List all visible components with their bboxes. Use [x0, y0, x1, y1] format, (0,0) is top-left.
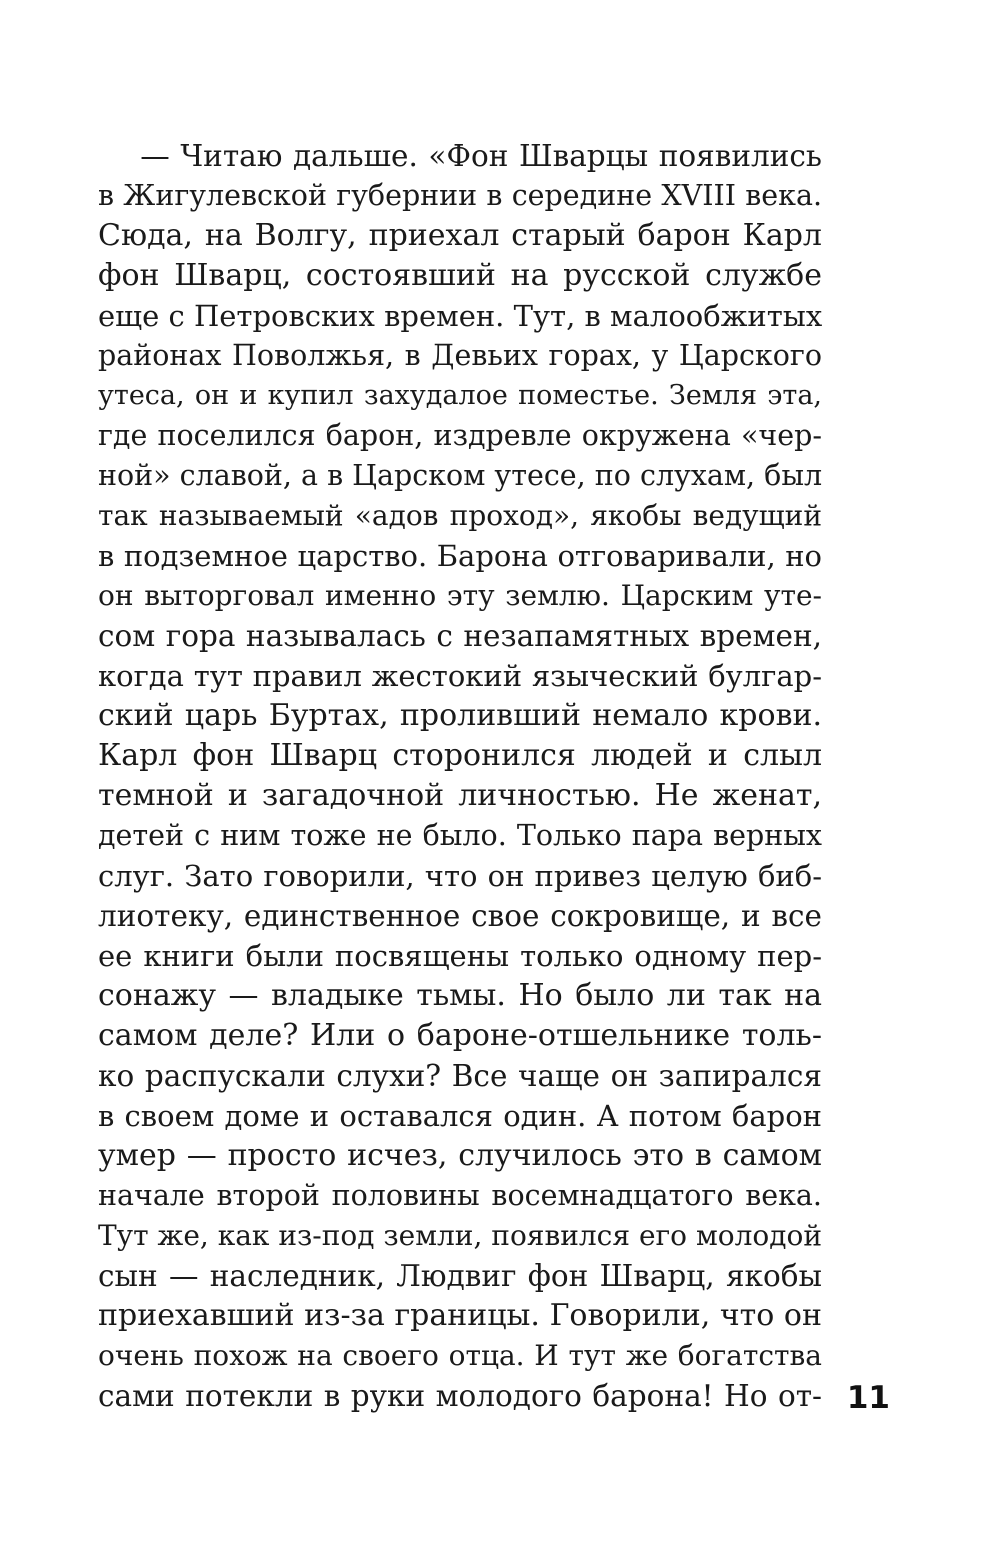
text-line: приехавший из-за границы. Говорили, что он	[98, 1298, 822, 1333]
text-line: ский царь Буртах, проливший немало крови.	[98, 698, 822, 733]
text-line: где поселился барон, издревле окружена «чер-	[98, 419, 822, 452]
text-line: еще с Петровских времен. Тут, в малообжитых	[98, 299, 823, 333]
text-line: так называемый «адов проход», якобы ведущий	[98, 499, 822, 532]
text-line: фон Шварц, состоявший на русской службе	[98, 258, 822, 293]
text-line: темной и загадочной личностью. Не женат,	[98, 778, 822, 813]
text-line: утеса, он и купил захудалое поместье. Земля эта,	[98, 380, 822, 411]
text-line: Тут же, как из-под земли, появился его молодой	[98, 1219, 822, 1252]
text-line: он выторговал именно эту землю. Царским уте-	[98, 579, 822, 612]
text-line: — Читаю дальше. «Фон Шварцы появились	[98, 139, 822, 173]
text-line: слуг. Зато говорили, что он привез целую биб-	[98, 859, 822, 893]
text-line: когда тут правил жестокий языческий булгар-	[98, 659, 822, 693]
text-line: начале второй половины восемнадцатого века.	[98, 1179, 822, 1212]
body-text	[98, 136, 822, 1416]
text-line: районах Поволжья, в Девьих горах, у Царского	[98, 339, 822, 372]
text-line: сын — наследник, Людвиг фон Шварц, якобы	[98, 1259, 822, 1293]
text-line: Карл фон Шварц сторонился людей и слыл	[98, 738, 822, 773]
text-line: ной» славой, а в Царском утесе, по слухам, был	[98, 459, 823, 492]
page-number: 11	[846, 1380, 890, 1416]
text-line: ко распускали слухи? Все чаще он запирался	[98, 1059, 822, 1093]
text-line: самом деле? Или о бароне-отшельнике толь-	[98, 1018, 822, 1053]
text-line: в Жигулевской губернии в середине XVIII века.	[98, 179, 822, 212]
text-line: ее книги были посвящены только одному пер-	[98, 939, 822, 973]
text-line: умер — просто исчез, случилось это в самом	[98, 1138, 822, 1173]
text-line: сами потекли в руки молодого барона! Но от-	[98, 1379, 822, 1413]
text-line: лиотеку, единственное свое сокровище, и все	[98, 899, 822, 933]
text-line: в подземное царство. Барона отговаривали, но	[98, 539, 822, 573]
text-line: очень похож на своего отца. И тут же богатства	[98, 1339, 822, 1372]
text-line: в своем доме и оставался один. А потом барон	[98, 1099, 822, 1133]
text-line: сонажу — владыке тьмы. Но было ли так на	[98, 978, 822, 1013]
text-line: сом гора называлась с незапамятных времен,	[98, 619, 822, 653]
text-line: Сюда, на Волгу, приехал старый барон Карл	[98, 218, 822, 253]
text-line: детей с ним тоже не было. Только пара верных	[98, 819, 822, 852]
